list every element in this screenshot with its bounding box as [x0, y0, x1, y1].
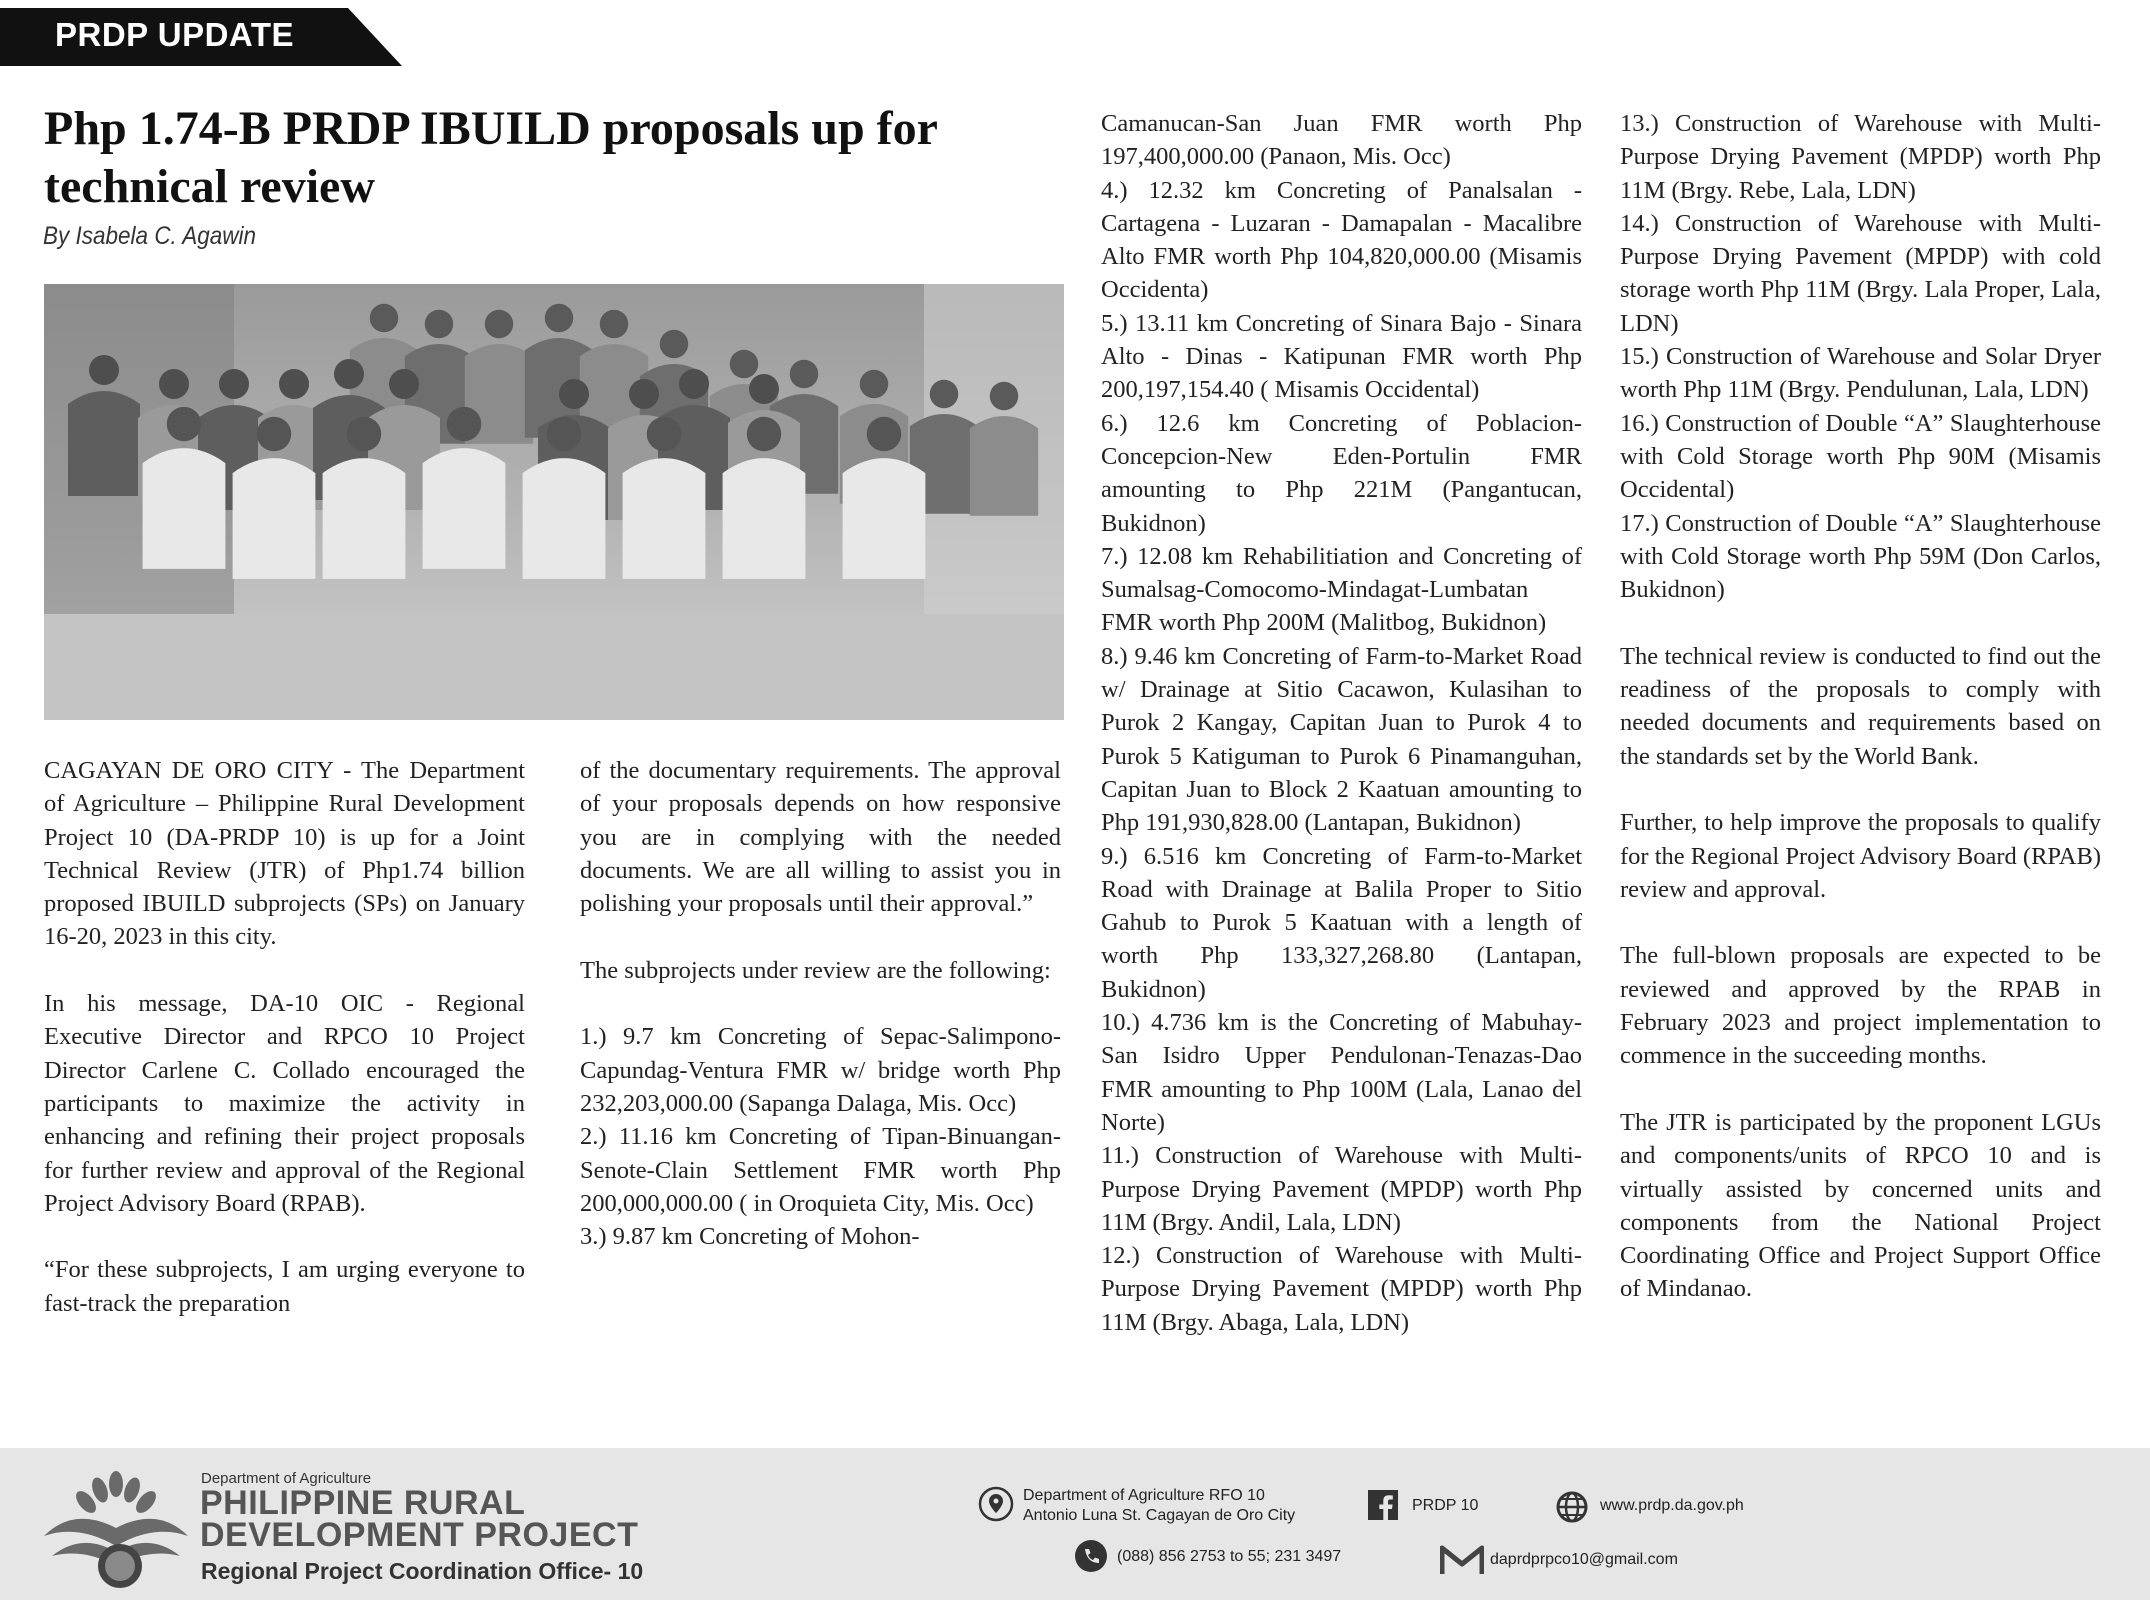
subproject-item: 4.) 12.32 km Concreting of Panalsalan - Cartagena - Luzaran - Damapalan - Macalibre Alto FMR worth Php 104,820,000.00 (Misamis Occidenta) [1101, 176, 1582, 304]
title-line-2: technical review [44, 160, 376, 213]
footer-address [1023, 1486, 1295, 1526]
subproject-item: 2.) 11.16 km Concreting of Tipan-Binuangan-Senote-Clain Settlement FMR worth Php 200,000,000.00 ( in Oroquieta City, Mis. Occ) [580, 1123, 1061, 1217]
article-paragraph: The JTR is participated by the proponent LGUs and components/units of RPCO 10 and is virtually assisted by concerned units and components from the National Project Coordinating Office and Project Support Office of Mindanao. [1620, 1108, 2101, 1303]
section-banner-label: PRDP UPDATE [55, 16, 294, 53]
subproject-item: 13.) Construction of Warehouse with Multi-Purpose Drying Pavement (MPDP) worth Php 11M (Brgy. Rebe, Lala, LDN) [1620, 110, 2101, 204]
location-pin-icon [978, 1486, 1014, 1522]
article-column-4 [1620, 107, 2101, 1306]
article-title [44, 100, 1044, 216]
subproject-item: 11.) Construction of Warehouse with Multi-Purpose Drying Pavement (MPDP) worth Php 11M (Brgy. Andil, Lala, LDN) [1101, 1142, 1582, 1236]
subproject-item: 7.) 12.08 km Rehabilitiation and Concreting of Sumalsag-Comocomo-Mindagat-Lumbatan FMR worth Php 200M (Malitbog, Bukidnon) [1101, 542, 1582, 637]
org-name-line-2: DEVELOPMENT PROJECT [200, 1516, 639, 1554]
footer-email: daprdprpco10@gmail.com [1490, 1551, 1678, 1568]
article-paragraph: Further, to help improve the proposals to qualify for the Regional Project Advisory Board (RPAB) review and approval. [1620, 809, 2101, 903]
title-line-1: Php 1.74-B PRDP IBUILD proposals up for [44, 102, 938, 155]
article-paragraph: “For these subprojects, I am urging everyone to fast-track the preparation [44, 1256, 525, 1317]
subproject-item: 5.) 13.11 km Concreting of Sinara Bajo - Sinara Alto - Dinas - Katipunan FMR worth Php 200,197,154.40 ( Misamis Occidental) [1101, 309, 1582, 404]
article-paragraph: The technical review is conducted to find out the readiness of the proposals to comply with needed documents and requirements based on the standards set by the World Bank. [1620, 642, 2101, 770]
subproject-item: 14.) Construction of Warehouse with Multi-Purpose Drying Pavement (MPDP) with cold storage worth Php 11M (Brgy. Lala Proper, Lala, LDN) [1620, 209, 2101, 337]
globe-icon [1555, 1490, 1589, 1524]
footer-facebook: PRDP 10 [1412, 1497, 1479, 1514]
footer-website: www.prdp.da.gov.ph [1600, 1497, 1744, 1514]
article-column-2 [580, 754, 1061, 1253]
subproject-item: 1.) 9.7 km Concreting of Sepac-Salimpono-Capundag-Ventura FMR w/ bridge worth Php 232,203,000.00 (Sapanga Dalaga, Mis. Occ) [580, 1023, 1061, 1117]
phone-icon [1075, 1540, 1107, 1572]
org-office: Regional Project Coordination Office- 10 [201, 1558, 644, 1584]
subproject-item: 3.) 9.87 km Concreting of Mohon- [580, 1223, 920, 1251]
subproject-item: 6.) 12.6 km Concreting of Poblacion-Concepcion-New Eden-Portulin FMR amounting to Php 221M (Pangantucan, Bukidnon) [1101, 409, 1582, 537]
address-line-2: Antonio Luna St. Cagayan de Oro City [1023, 1507, 1296, 1524]
article-column-1 [44, 754, 525, 1320]
subproject-item: 15.) Construction of Warehouse and Solar Dryer worth Php 11M (Brgy. Pendulunan, Lala, LDN) [1620, 343, 2101, 404]
subproject-item: 16.) Construction of Double “A” Slaughterhouse with Cold Storage worth Php 90M (Misamis Occidental) [1620, 409, 2101, 504]
subproject-item: 17.) Construction of Double “A” Slaughterhouse with Cold Storage worth Php 59M (Don Carlos, Bukidnon) [1620, 509, 2101, 604]
prdp-logo-icon [34, 1466, 198, 1591]
subproject-item: 9.) 6.516 km Concreting of Farm-to-Market Road with Drainage at Balila Proper to Sitio Gahub to Purok 5 Kaatuan with a length of worth Php 133,327,268.80 (Lantapan, Bukidnon) [1101, 842, 1582, 1003]
subproject-item: 12.) Construction of Warehouse with Multi-Purpose Drying Pavement (MPDP) worth Php 11M (Brgy. Abaga, Lala, LDN) [1101, 1242, 1582, 1336]
footer-phone: (088) 856 2753 to 55; 231 3497 [1117, 1548, 1342, 1565]
facebook-icon [1368, 1490, 1398, 1520]
org-name-line-1: PHILIPPINE RURAL [200, 1484, 526, 1522]
article-paragraph: The full-blown proposals are expected to be reviewed and approved by the RPAB in February 2023 and project implementation to commence in the succeeding months. [1620, 942, 2101, 1070]
article-paragraph: of the documentary requirements. The approval of your proposals depends on how responsive you are in complying with the needed documents. We are all willing to assist you in polishing your proposals until their approval.” [580, 757, 1061, 918]
footer-bar [0, 1448, 2150, 1600]
address-line-1: Department of Agriculture RFO 10 [1023, 1487, 1265, 1504]
article-paragraph: CAGAYAN DE ORO CITY - The Department of Agriculture – Philippine Rural Development Project 10 (DA-PRDP 10) is up for a Joint Technical Review (JTR) of Php1.74 billion proposed IBUILD subprojects (SPs) on January 16-20, 2023 in this city. [44, 757, 525, 951]
mail-icon [1440, 1544, 1484, 1576]
subproject-item: Camanucan-San Juan FMR worth Php 197,400,000.00 (Panaon, Mis. Occ) [1101, 110, 1582, 171]
subproject-item: 10.) 4.736 km is the Concreting of Mabuhay-San Isidro Upper Pendulonan-Tenazas-Dao FMR amounting to Php 100M (Lala, Lanao del Norte) [1101, 1009, 1582, 1136]
subproject-item: 8.) 9.46 km Concreting of Farm-to-Market Road w/ Drainage at Sitio Cacawon, Kulasihan to Purok 2 Kangay, Capitan Juan to Purok 4 to Purok 5 Katiguman to Purok 6 Pinamanguhan, Capitan Juan to Block 2 Kaatuan amounting to Php 191,930,828.00 (Lantapan, Bukidnon) [1101, 642, 1582, 837]
article-byline: By Isabela C. Agawin [43, 222, 257, 250]
article-column-3 [1101, 107, 1582, 1339]
group-photo [44, 284, 1064, 720]
article-paragraph: The subprojects under review are the following: [580, 956, 1051, 984]
org-department: Department of Agriculture [201, 1470, 372, 1487]
article-paragraph: In his message, DA-10 OIC - Regional Executive Director and RPCO 10 Project Director Carlene C. Collado encouraged the participants to maximize the activity in enhancing and refining their project proposals for further review and approval of the Regional Project Advisory Board (RPAB). [44, 990, 525, 1217]
